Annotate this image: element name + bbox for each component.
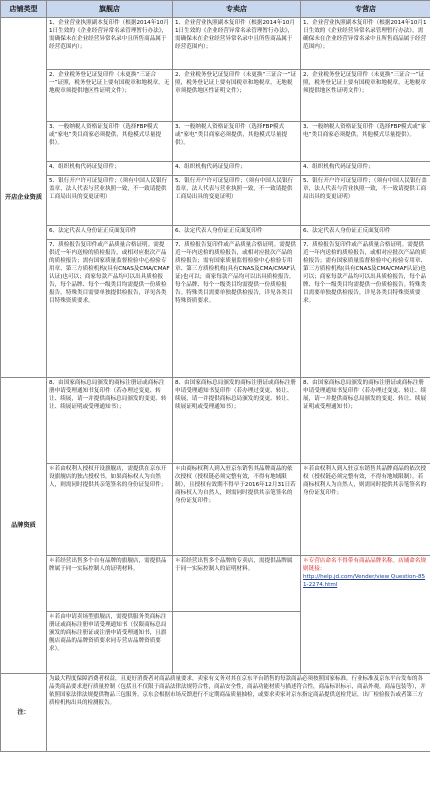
naming-rules-link[interactable]: http://help.jd.com/Vender/view Question-851-2274.html bbox=[303, 574, 426, 588]
table-cell: 8、由国家商标总局颁发的商标注册证或商标注册申请受理通知书复印件（若办理过变更、转让、续展，请一并提供商标总局颁发的变更、转让、续展证明或受理通知书）； bbox=[173, 378, 301, 464]
table-cell: 1、企业营业执照副本复印件（根据2014年10月1日生效的《企业经营异常名录管理暂行办法》，需确保未在企业经营异常名录中且所售商品属于经营范围内）； bbox=[173, 18, 301, 70]
table-row bbox=[1, 18, 430, 70]
store-naming-warning: ＊专营店命名不得带有商品品牌名称。店铺命名规则链接： bbox=[303, 558, 427, 572]
table-row bbox=[1, 176, 430, 226]
table-cell: ＊若由权利人授权开设旗舰店，需提供在京东开设旗舰店的独占授权书，如果商标权人为自然人，则需同时提供其亲笔签名的身份证复印件； bbox=[47, 464, 173, 556]
table-cell: 5、银行开户许可证复印件；（须有中国人民银行盖章，法人代表与营业执照一致，不一致请提供工商局出具的变更证明） bbox=[47, 176, 173, 226]
table-cell: 7、质检报告复印件或产品质量合格证明。需提供近一年内送检的质检报告，或相对应批次产品的质检报告；需有国家质量监督检验中心检验专用章、第三方质检机构(具有CNAS及CMA/CMAF认证)也可以；商家每款产品均可以出具质检报告，每个品牌、每个一级类目均需提供一份质检报告。特殊类目需要单独提供检报告，详见各类目特殊资质要求。 bbox=[301, 240, 430, 378]
header-store-type: 店铺类型 bbox=[1, 1, 47, 18]
table-cell: 8、由国家商标总局颁发的商标注册证或商标注册申请受理通知书复印件（若办理过变更、转让、续展，请一并提供商标总局颁发的变更、转让、续展证明或受理通知书）； bbox=[301, 378, 430, 464]
table-cell: 6、法定代表人身份证正反面复印件 bbox=[173, 226, 301, 240]
table-cell: 3、一般纳税人资格证复印件（选择FBP模式或“家电”类目商家必须提供，其他模式尽量提供）。 bbox=[173, 122, 301, 162]
table-cell: 7、质检报告复印件或产品质量合格证明。需提供近一年内送检的质检报告，或相对应批次产品的质检报告；需有国家质量监督检验中心检验专用章、第三方质检机构(具有CNAS及CMA/CMAF认证)也可以；商家每款产品均可以出具质检报告，每个品牌、每个一级类目均需提供一份质检报告。特殊类目需要单独提供检报告，详见各类目特殊资质要求。 bbox=[173, 240, 301, 378]
table-cell: ＊若由权利人到入驻京东销售其品牌商品的依次授权（授权链必须完整有效，不得有地域限制），若商标权利人为自然人，则需同时提供其亲笔签名的身份证复印件； bbox=[301, 464, 430, 556]
table-cell: 5、银行开户许可证复印件；（须有中国人民银行盖章，法人代表与营业执照一致，不一致请提供工商局出具的变更证明） bbox=[173, 176, 301, 226]
table-row bbox=[1, 378, 430, 464]
table-cell: 5、银行开户许可证复印件；（须有中国人民银行盖章，法人代表与营业执照一致，不一致请提供工商局出具的变更证明） bbox=[301, 176, 430, 226]
table-row bbox=[1, 226, 430, 240]
table-row bbox=[1, 674, 430, 752]
table-cell: 2、企业税务登记证复印件（未更换“三证合一”证照，税务登记证上要有国税章和地税章，无地税章须提供地区性证明文件）； bbox=[301, 70, 430, 122]
table-row bbox=[1, 162, 430, 176]
table-cell: 7、质检报告复印件或产品质量合格证明。需提供近一年内送检的质检报告，或相对应批次产品的质检报告；需有国家质量监督检验中心检验专用章、第三方质检机构(具有CNAS及CMA/CMAF认证)也可以；商家每款产品均可以出具质检报告，每个品牌、每个一级类目均需提供一份质检报告。特殊类目需要单独提供检报告，详见各类目特殊资质要求。 bbox=[47, 240, 173, 378]
table-cell: 1、企业营业执照副本复印件（根据2014年10月1日生效的《企业经营异常名录管理暂行办法》，需确保未在企业经营异常名录中且所售商品属于经营范围内）； bbox=[47, 18, 173, 70]
section-brand-qualification: 品牌资质 bbox=[1, 378, 47, 674]
header-exclusive: 专卖店 bbox=[173, 1, 301, 18]
table-cell: ＊由商标权利人到入驻京东销售其品牌商品的依次授权（授权链必须完整有效，不得有地域限制），且授权有效期不得早于2016年12月31日若商标权人为自然人，则需同时提供其亲笔签名的身份证复印件； bbox=[173, 464, 301, 556]
table-cell bbox=[301, 556, 430, 674]
table-header-row bbox=[1, 1, 430, 18]
header-specialty: 专营店 bbox=[301, 1, 430, 18]
table-cell: 2、企业税务登记证复印件（未更换“三证合一”证照，税务登记证上要有国税章和地税章，无地税章须提供地区性证明文件）； bbox=[47, 70, 173, 122]
header-flagship: 旗舰店 bbox=[47, 1, 173, 18]
table-cell: 6、法定代表人身份证正反面复印件 bbox=[47, 226, 173, 240]
table-cell: 4、组织机构代码证复印件； bbox=[173, 162, 301, 176]
table-row bbox=[1, 240, 430, 378]
table-cell: 2、企业税务登记证复印件（未更换“三证合一”证照，税务登记证上要有国税章和地税章，无地税章须提供地区性证明文件）； bbox=[173, 70, 301, 122]
table-row bbox=[1, 464, 430, 556]
table-cell: 4、组织机构代码证复印件； bbox=[301, 162, 430, 176]
table-cell: ＊若由申请卖场型旗舰店，需提供服务类商标注册证或商标注册申请受理通知书（仅限商标总局颁发的商标注册证或注册申请受理通知书，且旗舰店商品的品牌资质要求同专营店品牌资质要求）。 bbox=[47, 612, 173, 674]
table-row bbox=[1, 556, 430, 612]
section-company-qualification: 开店企业资质 bbox=[1, 18, 47, 378]
table-row bbox=[1, 70, 430, 122]
table-cell bbox=[173, 612, 301, 674]
table-cell: ＊若经营出售多个品牌的专卖店，需提供品牌属于同一实际控制人的证明材料。 bbox=[173, 556, 301, 612]
table-cell: 6、法定代表人身份证正反面复印件 bbox=[301, 226, 430, 240]
table-cell: 3、一般纳税人资格证复印件（选择FBP模式或“家电”类目商家必须提供，其他模式尽量提供）。 bbox=[301, 122, 430, 162]
table-cell: 3、一般纳税人资格证复印件（选择FBP模式或“家电”类目商家必须提供，其他模式尽量提供）。 bbox=[47, 122, 173, 162]
table-cell: ＊若经营出售多个自有品牌的旗舰店，需提供品牌属于同一实际控制人的证明材料。 bbox=[47, 556, 173, 612]
table-cell: 1、企业营业执照副本复印件（根据2014年10月1日生效的《企业经营异常名录管理暂行办法》，需确保未在企业经营异常名录中且所售商品属于经营范围内）； bbox=[301, 18, 430, 70]
note-text: 为最大程度保障消费者权益，且更好消费者对商品质量要求，卖家有义务对其在京东平台销售的每款商品必须按照国家标准，行业标准及京东平台发布的各品类商品要求进行质量控制（包括且不仅限于商品法律法规符合性，商品安全性，商品功能材质与描述符合性，商品标识标示，商品外观，商品包装等），并依照国家法律法规提供物品三包服务。京东会根据市场反馈进行不定期商品质量抽检，或要求卖家对京东指定商品提供送检凭证，出厂检验报告或者第三方质检机构出具的检测报告。 bbox=[47, 674, 430, 752]
table-cell: 4、组织机构代码证复印件； bbox=[47, 162, 173, 176]
section-note: 注： bbox=[1, 674, 47, 752]
table-cell: 8、由国家商标总局颁发的商标注册证或商标注册申请受理通知书复印件（若办理过变更、转让、续展，请一并提供商标总局颁发的变更、转让、续展证明或受理通知书）； bbox=[47, 378, 173, 464]
table-row bbox=[1, 122, 430, 162]
